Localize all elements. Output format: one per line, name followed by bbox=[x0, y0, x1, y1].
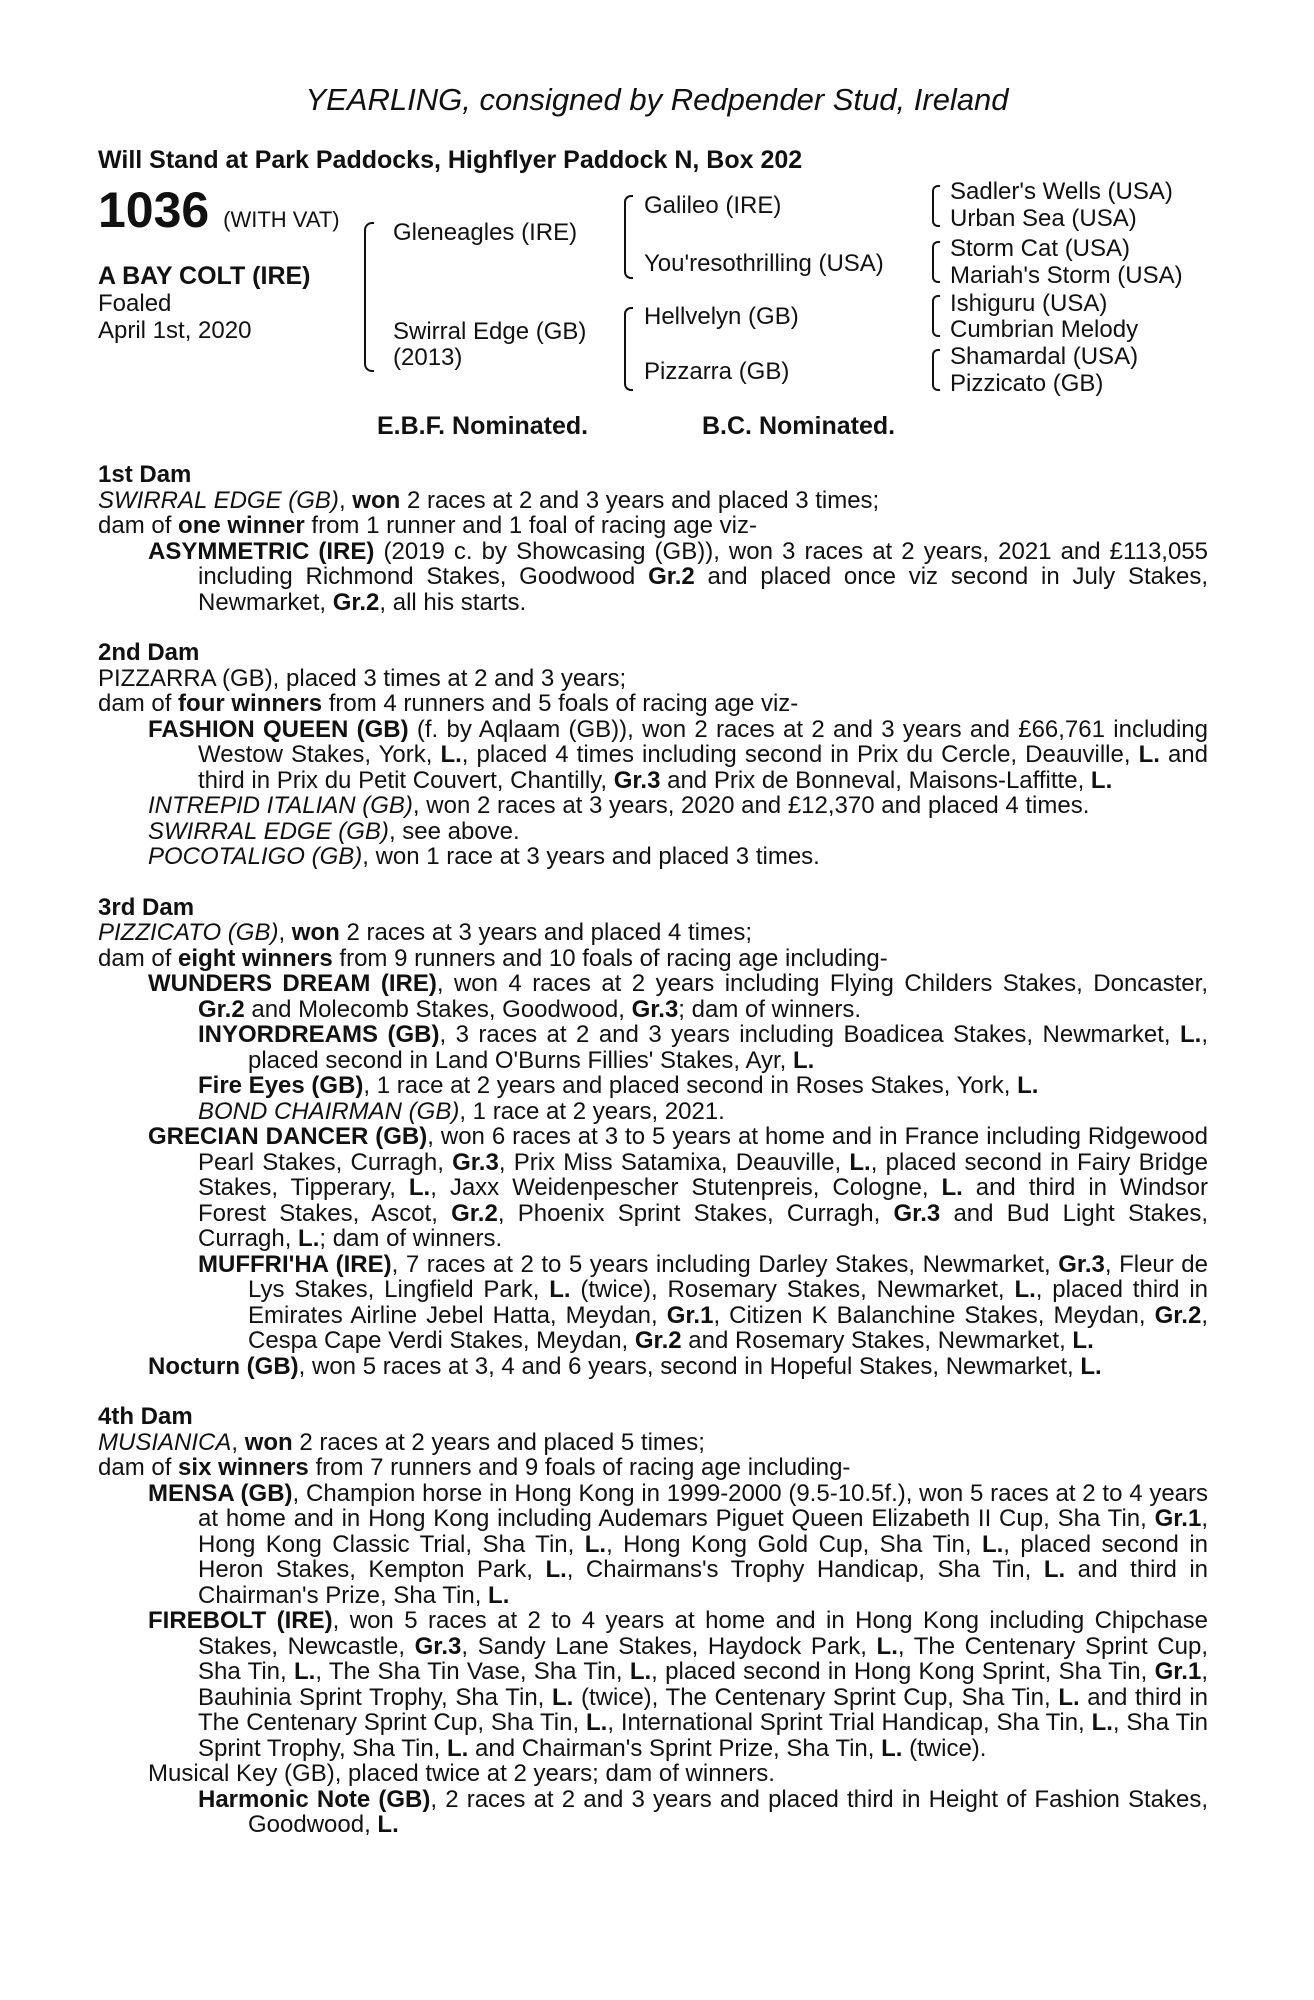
text: and Prix de Bonneval, Maisons-Laffitte, bbox=[660, 766, 1091, 794]
pedigree-g5: Ishiguru (USA) bbox=[950, 290, 1108, 317]
text: , The Sha Tin Vase, Sha Tin, bbox=[315, 1658, 630, 1685]
text: , Prix Miss Satamixa, Deauville, bbox=[498, 1148, 850, 1176]
horse-name: POCOTALIGO (GB) bbox=[148, 843, 363, 870]
produce-entry bbox=[98, 1099, 1208, 1125]
text: (twice), The Centenary Sprint Cup, Sha Tin, bbox=[573, 1683, 1059, 1711]
grade: Gr.2 bbox=[648, 563, 695, 590]
grade: L. bbox=[981, 1530, 1004, 1558]
grade: L. bbox=[881, 1734, 903, 1762]
grade: Gr.2 bbox=[634, 1327, 682, 1354]
grade: Gr.3 bbox=[452, 1148, 499, 1176]
produce-entry bbox=[98, 1073, 1208, 1099]
pedigree-dam: Swirral Edge (GB) bbox=[393, 318, 587, 345]
first-dam-produce-line bbox=[98, 513, 1208, 539]
text: , bbox=[278, 919, 292, 946]
text: ; dam of winners. bbox=[678, 995, 862, 1023]
produce-entry bbox=[98, 971, 1208, 1022]
produce-entry bbox=[98, 539, 1208, 616]
grade: L. bbox=[1072, 1327, 1094, 1354]
consignment-line: YEARLING, consigned by Redpender Stud, Ireland bbox=[305, 82, 1009, 117]
horse-name: Nocturn (GB) bbox=[148, 1352, 299, 1380]
text: ; dam of winners. bbox=[319, 1225, 503, 1252]
first-dam-section bbox=[98, 462, 1208, 615]
text: , Hong Kong Classic Trial, Sha Tin, bbox=[198, 1505, 1208, 1558]
pedigree-brace-g3 bbox=[932, 295, 940, 337]
grade: Gr.1 bbox=[1154, 1505, 1202, 1532]
bc-nomination: B.C. Nominated. bbox=[702, 412, 896, 440]
text: , placed second in Fairy Bridge Stakes, Tipperary, bbox=[198, 1148, 1208, 1201]
text: and Rosemary Stakes, Newmarket, bbox=[681, 1327, 1073, 1354]
text: , placed 4 times including second in Prix du Cercle, Deauville, bbox=[461, 741, 1139, 768]
horse-description: A BAY COLT (IRE) bbox=[98, 262, 311, 290]
lot-number-value: 1036 bbox=[98, 182, 210, 238]
text: , 3 races at 2 and 3 years including Boadicea Stakes, Newmarket, bbox=[439, 1021, 1180, 1048]
grade: Gr.3 bbox=[893, 1199, 941, 1227]
grade: L. bbox=[377, 1811, 399, 1838]
horse-name: INTREPID ITALIAN (GB) bbox=[148, 792, 413, 819]
grade: L. bbox=[1043, 1556, 1066, 1583]
text: , placed second in Hong Kong Sprint, Sha Tin, bbox=[651, 1658, 1155, 1685]
grade: Gr.3 bbox=[1058, 1250, 1105, 1278]
grade: L. bbox=[1091, 1709, 1113, 1736]
won-text: won bbox=[291, 919, 340, 946]
text: , won 2 races at 3 years, 2020 and £12,370 and placed 4 times. bbox=[412, 792, 1090, 819]
dam-name: SWIRRAL EDGE (GB) bbox=[98, 486, 339, 514]
pedigree-g8: Pizzicato (GB) bbox=[950, 370, 1104, 397]
produce-entry bbox=[98, 717, 1208, 794]
produce-entry bbox=[98, 844, 1208, 870]
produce-entry bbox=[98, 1252, 1208, 1354]
grade: L. bbox=[876, 1632, 898, 1660]
produce-entry bbox=[98, 1608, 1208, 1761]
text: , Chairmans's Trophy Handicap, Sha Tin, bbox=[566, 1556, 1044, 1583]
won-text: won bbox=[244, 1428, 293, 1456]
text: , placed second in Land O'Burns Fillies' Stakes, Ayr, bbox=[248, 1021, 1208, 1074]
grade: L. bbox=[447, 1734, 469, 1762]
text: dam of bbox=[98, 1454, 179, 1481]
produce-entry bbox=[98, 1787, 1208, 1838]
pedigree-brace-dam bbox=[624, 307, 633, 391]
grade: L. bbox=[584, 1530, 607, 1558]
first-dam-line bbox=[98, 488, 1208, 514]
fourth-dam-heading: 4th Dam bbox=[98, 1403, 193, 1430]
produce-entry bbox=[98, 1124, 1208, 1252]
text: , Sha Tin Sprint Trophy, Sha Tin, bbox=[198, 1709, 1209, 1762]
grade: L. bbox=[552, 1683, 574, 1711]
grade: L. bbox=[488, 1581, 510, 1609]
winner-count: one winner bbox=[178, 512, 305, 539]
text: , won 6 races at 3 to 5 years at home and in France including Ridgewood Pearl Stakes, Curragh, bbox=[198, 1123, 1208, 1176]
winner-count: eight winners bbox=[178, 944, 333, 972]
text: and third in The Centenary Sprint Cup, Sha Tin, bbox=[198, 1683, 1209, 1736]
pedigree-dam-year: (2013) bbox=[393, 344, 463, 371]
horse-name: WUNDERS DREAM (IRE) bbox=[148, 970, 437, 997]
grade: L. bbox=[1080, 1352, 1102, 1380]
produce-entry: Musical Key (GB), placed twice at 2 years; dam of winners. bbox=[148, 1760, 775, 1787]
pedigree-brace-main bbox=[364, 222, 374, 372]
fourth-dam-produce-line bbox=[98, 1455, 1208, 1481]
grade: L. bbox=[1014, 1276, 1036, 1303]
text: , Champion horse in Hong Kong in 1999-2000 (9.5-10.5f.), won 5 races at 2 to 4 years at home and in Hong Kong including Audemars Piguet Queen Elizabeth II Cup, Sha Tin, bbox=[198, 1479, 1209, 1532]
grade: L. bbox=[298, 1225, 320, 1252]
text: 2 races at 2 and 3 years and placed 3 times; bbox=[400, 486, 880, 514]
text: , 1 race at 2 years, 2021. bbox=[459, 1097, 725, 1125]
text: , Citizen K Balanchine Stakes, Meydan, bbox=[713, 1301, 1155, 1329]
produce-entry bbox=[98, 793, 1208, 819]
second-dam-heading: 2nd Dam bbox=[98, 639, 200, 666]
grade: L. bbox=[629, 1658, 652, 1685]
horse-name: FIREBOLT (IRE) bbox=[148, 1607, 333, 1634]
pedigree-sire-dam: You'resothrilling (USA) bbox=[644, 250, 884, 277]
grade: Gr.1 bbox=[666, 1301, 714, 1329]
horse-name: Fire Eyes (GB) bbox=[198, 1072, 364, 1099]
pedigree-sire: Gleneagles (IRE) bbox=[393, 219, 578, 246]
text: , Phoenix Sprint Stakes, Curragh, bbox=[497, 1199, 894, 1227]
text: , won 4 races at 2 years including Flying Childers Stakes, Doncaster, bbox=[436, 970, 1208, 997]
pedigree-g6: Cumbrian Melody bbox=[950, 316, 1139, 343]
pedigree-g2: Urban Sea (USA) bbox=[950, 205, 1137, 232]
text: and Molecomb Stakes, Goodwood, bbox=[244, 995, 632, 1023]
grade: L. bbox=[1180, 1021, 1202, 1048]
foaled-label: Foaled bbox=[98, 290, 172, 317]
grade: Gr.2 bbox=[332, 588, 380, 616]
text: (twice). bbox=[902, 1734, 987, 1762]
foaled-date: April 1st, 2020 bbox=[98, 317, 252, 344]
grade: L. bbox=[408, 1174, 431, 1201]
text: , won 1 race at 3 years and placed 3 times. bbox=[362, 843, 820, 870]
horse-name: Harmonic Note (GB) bbox=[198, 1785, 431, 1813]
pedigree-sire-sire: Galileo (IRE) bbox=[644, 192, 782, 219]
horse-name: FASHION QUEEN (GB) bbox=[148, 715, 409, 743]
fourth-dam-section bbox=[98, 1404, 1208, 1838]
grade: L. bbox=[1058, 1683, 1080, 1711]
dam-name: PIZZICATO (GB) bbox=[98, 919, 279, 946]
text: , 2 races at 2 and 3 years and placed third in Height of Fashion Stakes, Goodwood, bbox=[248, 1785, 1208, 1838]
text: , won 5 races at 3, 4 and 6 years, second in Hopeful Stakes, Newmarket, bbox=[298, 1352, 1081, 1380]
grade: Gr.3 bbox=[414, 1632, 462, 1660]
grade: Gr.3 bbox=[613, 766, 661, 794]
text: , Cespa Cape Verdi Stakes, Meydan, bbox=[248, 1301, 1208, 1354]
horse-name: SWIRRAL EDGE (GB) bbox=[148, 817, 389, 845]
second-dam-section bbox=[98, 640, 1208, 870]
text: (twice), Rosemary Stakes, Newmarket, bbox=[570, 1276, 1015, 1303]
fourth-dam-line bbox=[98, 1430, 1208, 1456]
grade: L. bbox=[849, 1148, 871, 1176]
grade: L. bbox=[1090, 766, 1113, 794]
pedigree-brace-g4 bbox=[932, 349, 940, 391]
text: and Chairman's Sprint Prize, Sha Tin, bbox=[468, 1734, 882, 1762]
horse-name: INYORDREAMS (GB) bbox=[198, 1021, 440, 1048]
horse-name: MENSA (GB) bbox=[148, 1479, 293, 1507]
horse-name: MUFFRI'HA (IRE) bbox=[198, 1250, 392, 1278]
third-dam-produce-line bbox=[98, 946, 1208, 972]
text: 2 races at 3 years and placed 4 times; bbox=[339, 919, 753, 946]
grade: L. bbox=[793, 1046, 815, 1074]
produce-entry bbox=[98, 1354, 1208, 1380]
lot-number bbox=[98, 180, 340, 250]
text: (f. by Aqlaam (GB)), won 2 races at 2 and 3 years and £66,761 including Westow Stakes, York, bbox=[198, 715, 1209, 768]
text: , Sandy Lane Stakes, Haydock Park, bbox=[461, 1632, 877, 1660]
text: , International Sprint Trial Handicap, Sha Tin, bbox=[607, 1709, 1092, 1736]
text: , see above. bbox=[388, 817, 520, 845]
grade: L. bbox=[545, 1556, 567, 1583]
text: , Bauhinia Sprint Trophy, Sha Tin, bbox=[198, 1658, 1208, 1711]
grade: L. bbox=[294, 1658, 316, 1685]
second-dam-produce-line bbox=[98, 691, 1208, 717]
text: dam of bbox=[98, 690, 179, 717]
horse-name: ASYMMETRIC (IRE) bbox=[148, 537, 375, 565]
stand-location: Will Stand at Park Paddocks, Highflyer Paddock N, Box 202 bbox=[98, 146, 803, 174]
grade: Gr.2 bbox=[451, 1199, 498, 1227]
text: , Jaxx Weidenpescher Stutenpreis, Cologne, bbox=[430, 1174, 942, 1201]
produce-entry bbox=[98, 819, 1208, 845]
grade: Gr.3 bbox=[631, 995, 679, 1023]
grade: L. bbox=[549, 1276, 571, 1303]
text: and third in Chairman's Prize, Sha Tin, bbox=[198, 1556, 1209, 1609]
first-dam-heading: 1st Dam bbox=[98, 461, 192, 488]
text: dam of bbox=[98, 944, 179, 972]
horse-name: GRECIAN DANCER (GB) bbox=[148, 1123, 428, 1150]
grade: L. bbox=[586, 1709, 608, 1736]
produce-entry bbox=[98, 1022, 1208, 1073]
horse-name: BOND CHAIRMAN (GB) bbox=[198, 1097, 460, 1125]
vat-note: (WITH VAT) bbox=[223, 207, 340, 232]
text: , bbox=[231, 1428, 245, 1456]
grade: Gr.2 bbox=[198, 995, 245, 1023]
text: , placed second in Heron Stakes, Kempton Park, bbox=[198, 1530, 1209, 1583]
grade: L. bbox=[1138, 741, 1160, 768]
text: and placed once viz second in July Stakes, Newmarket, bbox=[198, 563, 1208, 616]
pedigree-dam-dam: Pizzarra (GB) bbox=[644, 358, 790, 385]
text: , bbox=[338, 486, 353, 514]
text: , all his starts. bbox=[379, 588, 527, 616]
text: , placed third in Emirates Airline Jebel Hatta, Meydan, bbox=[248, 1276, 1208, 1329]
text: , 7 races at 2 to 5 years including Darley Stakes, Newmarket, bbox=[391, 1250, 1059, 1278]
pedigree-g7: Shamardal (USA) bbox=[950, 343, 1139, 370]
text: and Bud Light Stakes, Curragh, bbox=[198, 1199, 1208, 1252]
catalogue-body bbox=[98, 462, 1208, 1838]
third-dam-section bbox=[98, 895, 1208, 1380]
pedigree-g1: Sadler's Wells (USA) bbox=[950, 178, 1173, 205]
second-dam-line: PIZZARRA (GB), placed 3 times at 2 and 3 years; bbox=[98, 664, 627, 692]
text: , Fleur de Lys Stakes, Lingfield Park, bbox=[248, 1250, 1208, 1303]
text: from 9 runners and 10 foals of racing age including- bbox=[332, 944, 888, 972]
won-text: won bbox=[352, 486, 401, 514]
pedigree-brace-g2 bbox=[932, 241, 940, 283]
text: and third in Windsor Forest Stakes, Ascot, bbox=[198, 1174, 1208, 1227]
produce-entry bbox=[98, 1481, 1208, 1609]
winner-count: six winners bbox=[178, 1454, 309, 1481]
winner-count: four winners bbox=[178, 690, 323, 717]
text: from 1 runner and 1 foal of racing age viz- bbox=[304, 512, 757, 539]
text: , The Centenary Sprint Cup, Sha Tin, bbox=[198, 1632, 1209, 1685]
third-dam-line bbox=[98, 920, 1208, 946]
pedigree-g3: Storm Cat (USA) bbox=[950, 235, 1131, 262]
ebf-nomination: E.B.F. Nominated. bbox=[377, 412, 589, 440]
grade: L. bbox=[1017, 1072, 1039, 1099]
text: 2 races at 2 years and placed 5 times; bbox=[292, 1428, 705, 1456]
pedigree-dam-sire: Hellvelyn (GB) bbox=[644, 303, 799, 330]
text: , 1 race at 2 years and placed second in Roses Stakes, York, bbox=[363, 1072, 1018, 1099]
text: from 7 runners and 9 foals of racing age including- bbox=[308, 1454, 851, 1481]
third-dam-heading: 3rd Dam bbox=[98, 893, 195, 921]
grade: L. bbox=[941, 1174, 963, 1201]
dam-name: MUSIANICA bbox=[98, 1428, 232, 1456]
pedigree-brace-g1 bbox=[932, 185, 940, 227]
pedigree-g4: Mariah's Storm (USA) bbox=[950, 262, 1183, 289]
text: , won 5 races at 2 to 4 years at home and in Hong Kong including Chipchase Stakes, Newcastle, bbox=[198, 1607, 1208, 1660]
text: dam of bbox=[98, 512, 179, 539]
grade: Gr.2 bbox=[1154, 1301, 1202, 1329]
pedigree-brace-sire bbox=[624, 195, 633, 279]
grade: L. bbox=[440, 741, 462, 768]
text: and third in Prix du Petit Couvert, Chantilly, bbox=[198, 741, 1208, 794]
grade: Gr.1 bbox=[1154, 1658, 1202, 1685]
text: from 4 runners and 5 foals of racing age viz- bbox=[322, 690, 799, 717]
text: , Hong Kong Gold Cup, Sha Tin, bbox=[606, 1530, 982, 1558]
text: (2019 c. by Showcasing (GB)), won 3 races at 2 years, 2021 and £113,055 including Richmond Stakes, Goodwood bbox=[198, 537, 1209, 590]
